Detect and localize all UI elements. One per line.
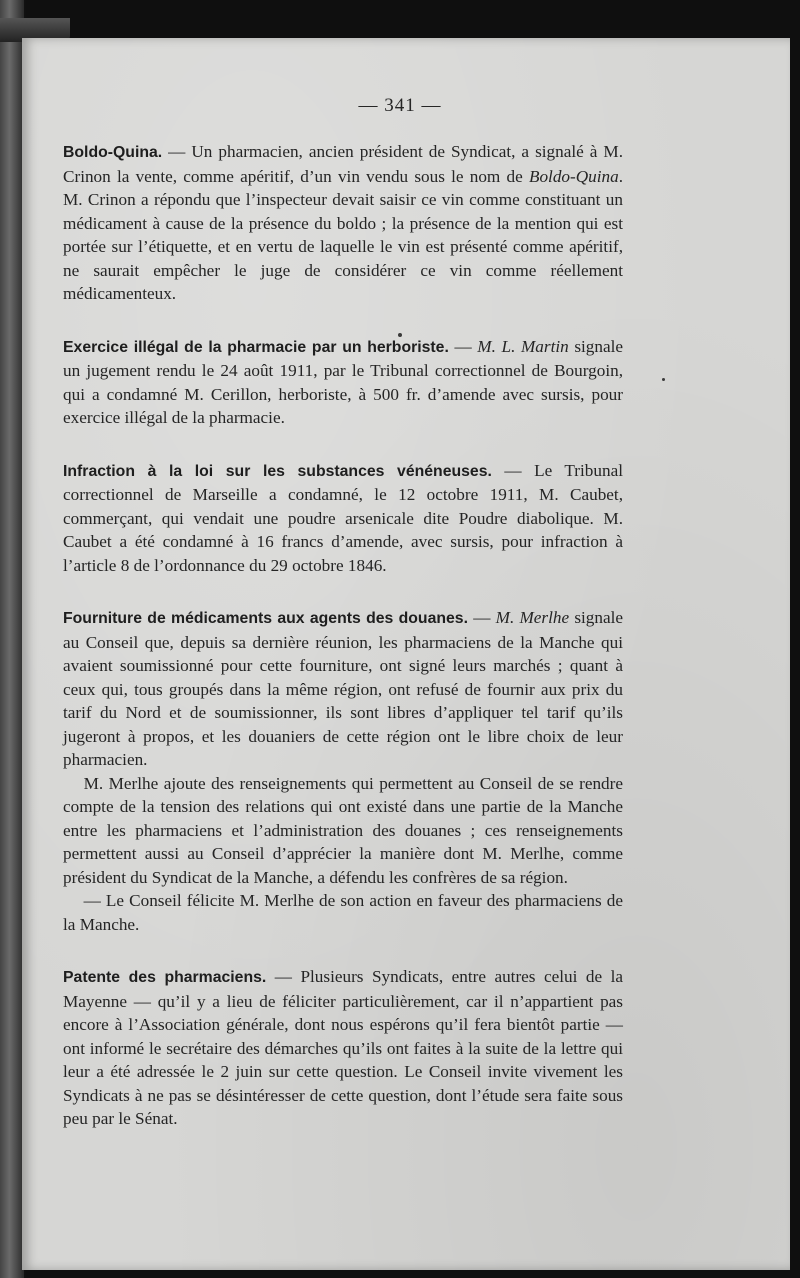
article-fourniture-medicaments <box>63 606 623 936</box>
article-text: — Un pharmacien, ancien président de Syndicat, a signalé à M. Crinon la vente, comme apéritif, d’un vin vendu sous le nom de <box>63 142 623 186</box>
article-substances-veneneuses <box>63 459 623 578</box>
article-paragraph <box>63 459 623 578</box>
article-italic-text: M. Merlhe <box>495 608 570 627</box>
book-spine <box>0 0 24 1278</box>
article-text: — Le Tribunal correctionnel de Marseille a condamné, le 12 octobre 1911, M. Caubet, commerçant, qui vendait une poudre arsenicale dite Poudre diabolique. M. Caubet a été condamné à 16 francs d’amende, avec sursis, pour infraction à l’article 8 de l’ordonnance du 29 octobre 1846. <box>63 460 623 575</box>
article-exercice-illegal <box>63 335 623 430</box>
page-number: — 341 — <box>358 95 442 116</box>
article-italic-text: M. L. Martin <box>477 336 569 356</box>
article-paragraph <box>63 140 623 306</box>
article-paragraph <box>63 335 623 430</box>
article-heading: Patente des pharmaciens. <box>63 969 267 986</box>
article-text: . M. Crinon a répondu que l’inspecteur devait saisir ce vin comme constituant un médicament à cause de la présence du boldo ; la présence de la mention qui est portée sur l’étiquette, et en vertu de laquelle le vin est présenté comme apéritif, ne saurait empêcher le juge de considérer ce vin comme réellement médicamenteux. <box>63 166 623 303</box>
article-heading: Infraction à la loi sur les substances vénéneuses. <box>63 462 492 480</box>
article-boldo-quina <box>63 140 623 306</box>
article-paragraph <box>63 965 623 1131</box>
article-heading: Boldo-Quina. <box>63 144 163 161</box>
article-heading: Fourniture de médicaments aux agents des douanes. <box>63 610 468 627</box>
article-paragraph <box>63 606 623 772</box>
article-italic-text: Boldo-Quina <box>528 166 619 186</box>
article-paragraph: — Le Conseil félicite M. Merlhe de son action en faveur des pharmaciens de la Manche. <box>63 891 623 934</box>
article-text: — <box>448 336 478 356</box>
article-heading: Exercice illégal de la pharmacie par un herboriste. <box>63 338 449 356</box>
article-patente-pharmaciens <box>63 965 623 1131</box>
page-content <box>63 140 623 1160</box>
paper-speck <box>662 378 665 381</box>
article-text: — <box>467 608 496 627</box>
article-text: — Plusieurs Syndicats, entre autres celui de la Mayenne — qu’il y a lieu de féliciter particulièrement, car il n’appartient pas encore à l’Association générale, dont nous espérons qu’il fera bientôt partie — ont informé le secrétaire des démarches qu’ils ont faites à la suite de la lettre qui leur a été adressée le 2 juin sur cette question. Le Conseil invite vivement les Syndicats à ne pas se désintéresser de cette question, dont l’étude sera faite sous peu par le Sénat. <box>63 967 623 1128</box>
article-paragraph: M. Merlhe ajoute des renseignements qui permettent au Conseil de se rendre compte de la tension des relations qui ont existé dans une partie de la Manche entre les pharmaciens et l’administration des douanes ; ces renseignements permettent aussi au Conseil d’apprécier la manière dont M. Merlhe, comme président du Syndicat de la Manche, a défendu les confrères de sa région. <box>63 773 623 887</box>
article-text: signale un jugement rendu le 24 août 1911, par le Tribunal correctionnel de Bourgoin, qui a condamné M. Cerillon, herboriste, à 500 fr. d’amende avec sursis, pour exercice illégal de la pharmacie. <box>63 336 624 427</box>
article-text: signale au Conseil que, depuis sa dernière réunion, les pharmaciens de la Manche qui avaient soumissionné pour cette fourniture, ont signé leurs marchés ; quant à ceux qui, tous groupés dans la même région, ont refusé de fournir aux prix du tarif du Nord et de soumissionner, ils sont libres d’appliquer tel tarif qu’ils jugeront à propos, et les douaniers de cette région ont le libre choix de leur pharmacien. <box>63 608 624 769</box>
